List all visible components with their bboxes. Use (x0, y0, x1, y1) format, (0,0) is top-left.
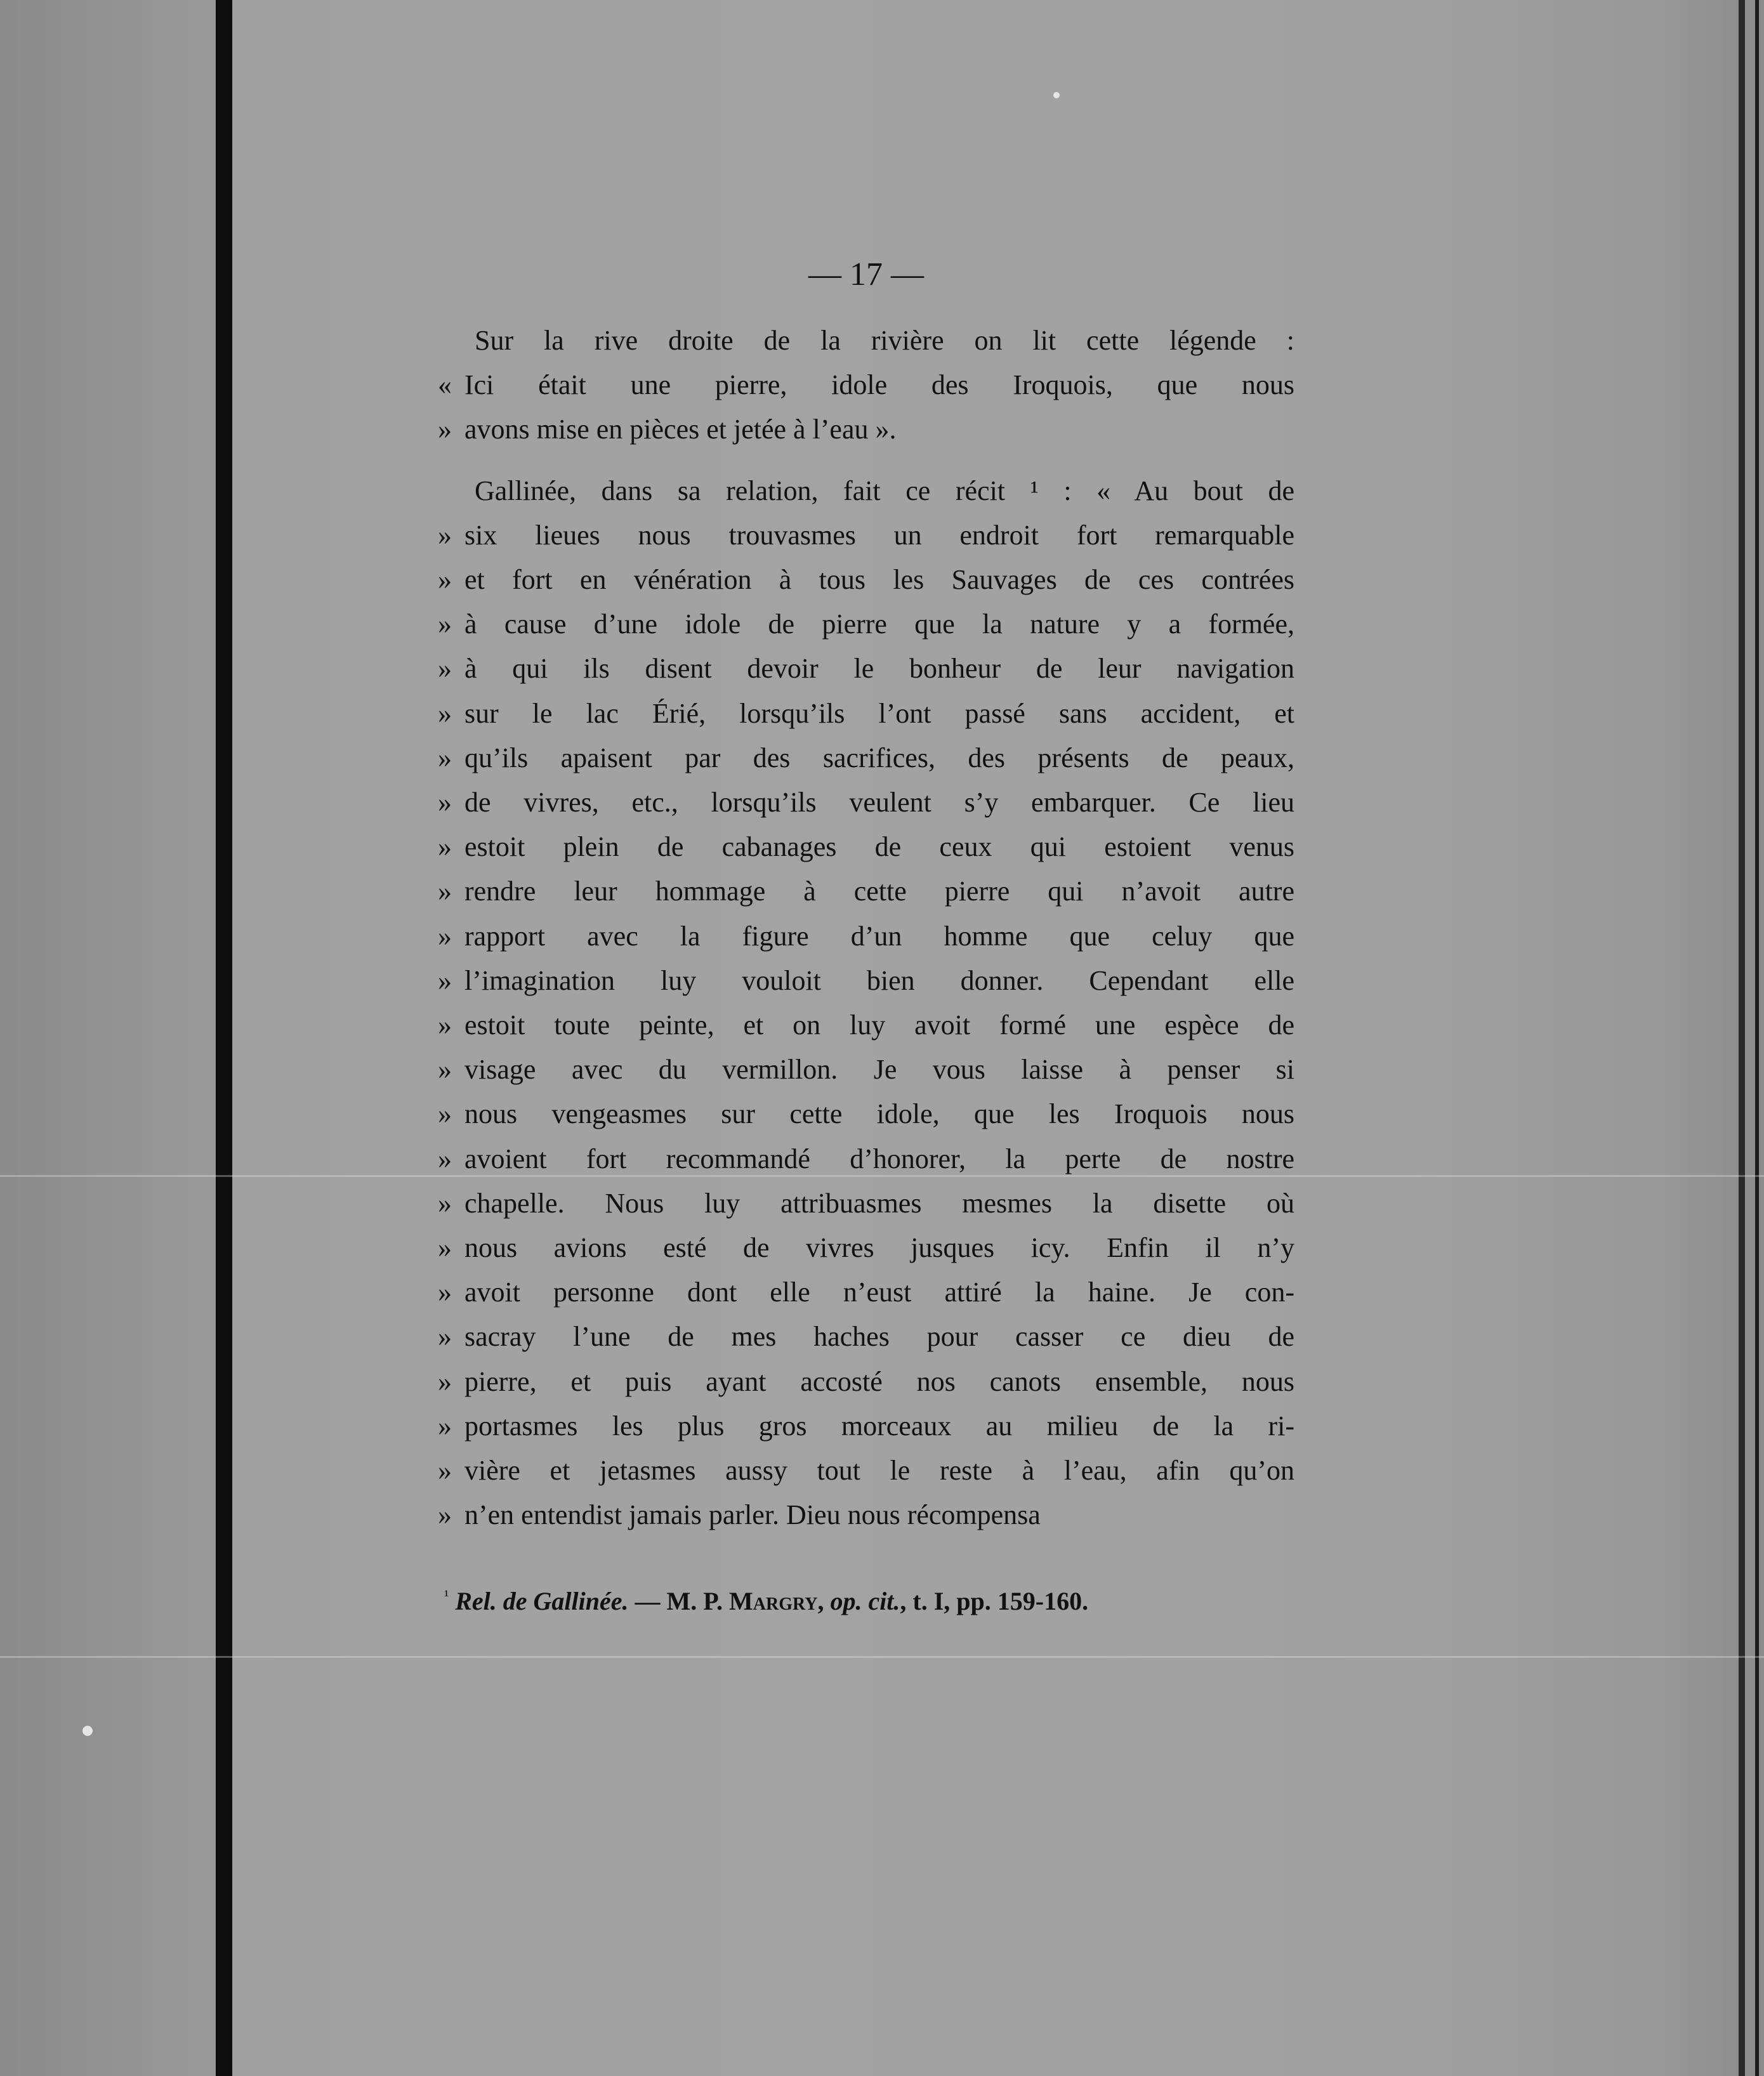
paper-speck (1053, 92, 1060, 98)
quote-mark: » (438, 1365, 452, 1397)
quote-mark: » (438, 1455, 452, 1487)
line-text: portasmes les plus gros morceaux au milieu de la ri- (464, 1410, 1294, 1442)
footnote-author: Margry (729, 1587, 818, 1615)
text-line (438, 1315, 1294, 1359)
quote-mark: » (438, 519, 452, 551)
text-line (438, 319, 1294, 363)
line-text: avoit personne dont elle n’eust attiré la haine. Je con- (464, 1277, 1294, 1308)
quote-mark: » (438, 1187, 452, 1219)
quote-paragraph (438, 469, 1294, 1538)
line-text: l’imagination luy vouloit bien donner. Cependant elle (464, 964, 1294, 996)
text-line (438, 1226, 1294, 1270)
line-text: nous vengeasmes sur cette idole, que les Iroquois nous (464, 1098, 1294, 1130)
page-number: — 17 — (808, 256, 924, 292)
line-text: sacray l’une de mes haches pour casser ce dieu de (464, 1321, 1294, 1353)
quote-mark: » (438, 1321, 452, 1353)
binding-shadow (216, 0, 232, 2076)
text-line (438, 1404, 1294, 1449)
line-text: estoit plein de cabanages de ceux qui estoient venus (464, 831, 1294, 863)
scan-crease (0, 1656, 1764, 1658)
line-text: chapelle. Nous luy attribuasmes mesmes la disette où (464, 1187, 1294, 1219)
text-line (438, 647, 1294, 691)
quote-mark: « (438, 369, 452, 401)
text-line (438, 1270, 1294, 1315)
line-text: sur le lac Érié, lorsqu’ils l’ont passé sans accident, et (464, 697, 1294, 729)
quote-mark: » (438, 787, 452, 818)
line-text: avons mise en pièces et jetée à l’eau ». (464, 414, 897, 445)
line-text: pierre, et puis ayant accosté nos canots ensemble, nous (464, 1365, 1294, 1397)
text-line (438, 1092, 1294, 1136)
text-line (438, 1048, 1294, 1092)
line-text: Gallinée, dans sa relation, fait ce récit ¹ : « Au bout de (475, 475, 1294, 506)
footnote-opcit: op. cit. (830, 1587, 900, 1615)
page-text (438, 253, 1294, 1537)
quote-mark: » (438, 653, 452, 685)
quote-mark: » (438, 697, 452, 729)
right-page-edge-outer (1755, 0, 1759, 2076)
left-margin (0, 0, 216, 2076)
line-text: estoit toute peinte, et on luy avoit formé une espèce de (464, 1009, 1294, 1041)
line-text: Sur la rive droite de la rivière on lit cette légende : (475, 325, 1294, 356)
footnote-comma: , (817, 1587, 831, 1615)
line-text: rapport avec la figure d’un homme que celuy que (464, 920, 1294, 952)
text-line (438, 736, 1294, 780)
text-line (438, 869, 1294, 914)
text-line (438, 1449, 1294, 1493)
text-line (438, 407, 1294, 452)
quote-mark: » (438, 1098, 452, 1130)
line-text: avoient fort recommandé d’honorer, la perte de nostre (464, 1143, 1294, 1174)
quote-mark: » (438, 564, 452, 596)
line-text: nous avions esté de vivres jusques icy. Enfin il n’y (464, 1232, 1294, 1264)
text-line (438, 469, 1294, 513)
quote-mark: » (438, 1232, 452, 1264)
quote-mark: » (438, 1054, 452, 1086)
text-line (438, 1003, 1294, 1048)
line-text: Ici était une pierre, idole des Iroquois, que nous (464, 369, 1294, 401)
text-line (438, 558, 1294, 602)
line-text: vière et jetasmes aussy tout le reste à l’eau, afin qu’on (464, 1455, 1294, 1487)
quote-mark: » (438, 414, 452, 445)
text-line (438, 363, 1294, 407)
line-text: six lieues nous trouvasmes un endroit fort remarquable (464, 519, 1294, 551)
right-page-edge (1739, 0, 1745, 2076)
quote-mark: » (438, 608, 452, 640)
quote-mark: » (438, 920, 452, 952)
quote-mark: » (438, 1410, 452, 1442)
text-line (438, 513, 1294, 558)
text-line (438, 1137, 1294, 1181)
quote-mark: » (438, 1143, 452, 1174)
quote-mark: » (438, 876, 452, 907)
footnote-title: Rel. de Gallinée. (455, 1587, 629, 1615)
quote-mark: » (438, 1277, 452, 1308)
text-line (438, 1360, 1294, 1404)
paper-speck (82, 1726, 93, 1736)
text-line (438, 959, 1294, 1003)
text-line (438, 1493, 1294, 1537)
quote-mark: » (438, 1009, 452, 1041)
line-text: à cause d’une idole de pierre que la nature y a formée, (464, 608, 1294, 640)
text-line (438, 825, 1294, 869)
text-line (438, 602, 1294, 647)
line-text: de vivres, etc., lorsqu’ils veulent s’y embarquer. Ce lieu (464, 787, 1294, 818)
footnote-marker: ¹ (444, 1587, 449, 1605)
quote-mark: » (438, 1499, 452, 1531)
text-line (438, 1181, 1294, 1226)
text-line (438, 914, 1294, 959)
legend-paragraph (438, 319, 1294, 452)
line-text: visage avec du vermillon. Je vous laisse à penser si (464, 1054, 1294, 1086)
footnote-dash: — M. P. (628, 1587, 729, 1615)
line-text: à qui ils disent devoir le bonheur de leur navigation (464, 653, 1294, 685)
quote-mark: » (438, 964, 452, 996)
line-text: et fort en vénération à tous les Sauvages de ces contrées (464, 564, 1294, 596)
text-line (438, 780, 1294, 825)
line-text: rendre leur hommage à cette pierre qui n’avoit autre (464, 876, 1294, 907)
line-text: n’en entendist jamais parler. Dieu nous récompensa (464, 1499, 1041, 1531)
quote-mark: » (438, 831, 452, 863)
quote-mark: » (438, 742, 452, 773)
line-text: qu’ils apaisent par des sacrifices, des présents de peaux, (464, 742, 1294, 773)
text-line (438, 692, 1294, 736)
footnote (444, 1586, 1282, 1616)
footnote-ref: , t. I, pp. 159-160. (900, 1587, 1089, 1615)
